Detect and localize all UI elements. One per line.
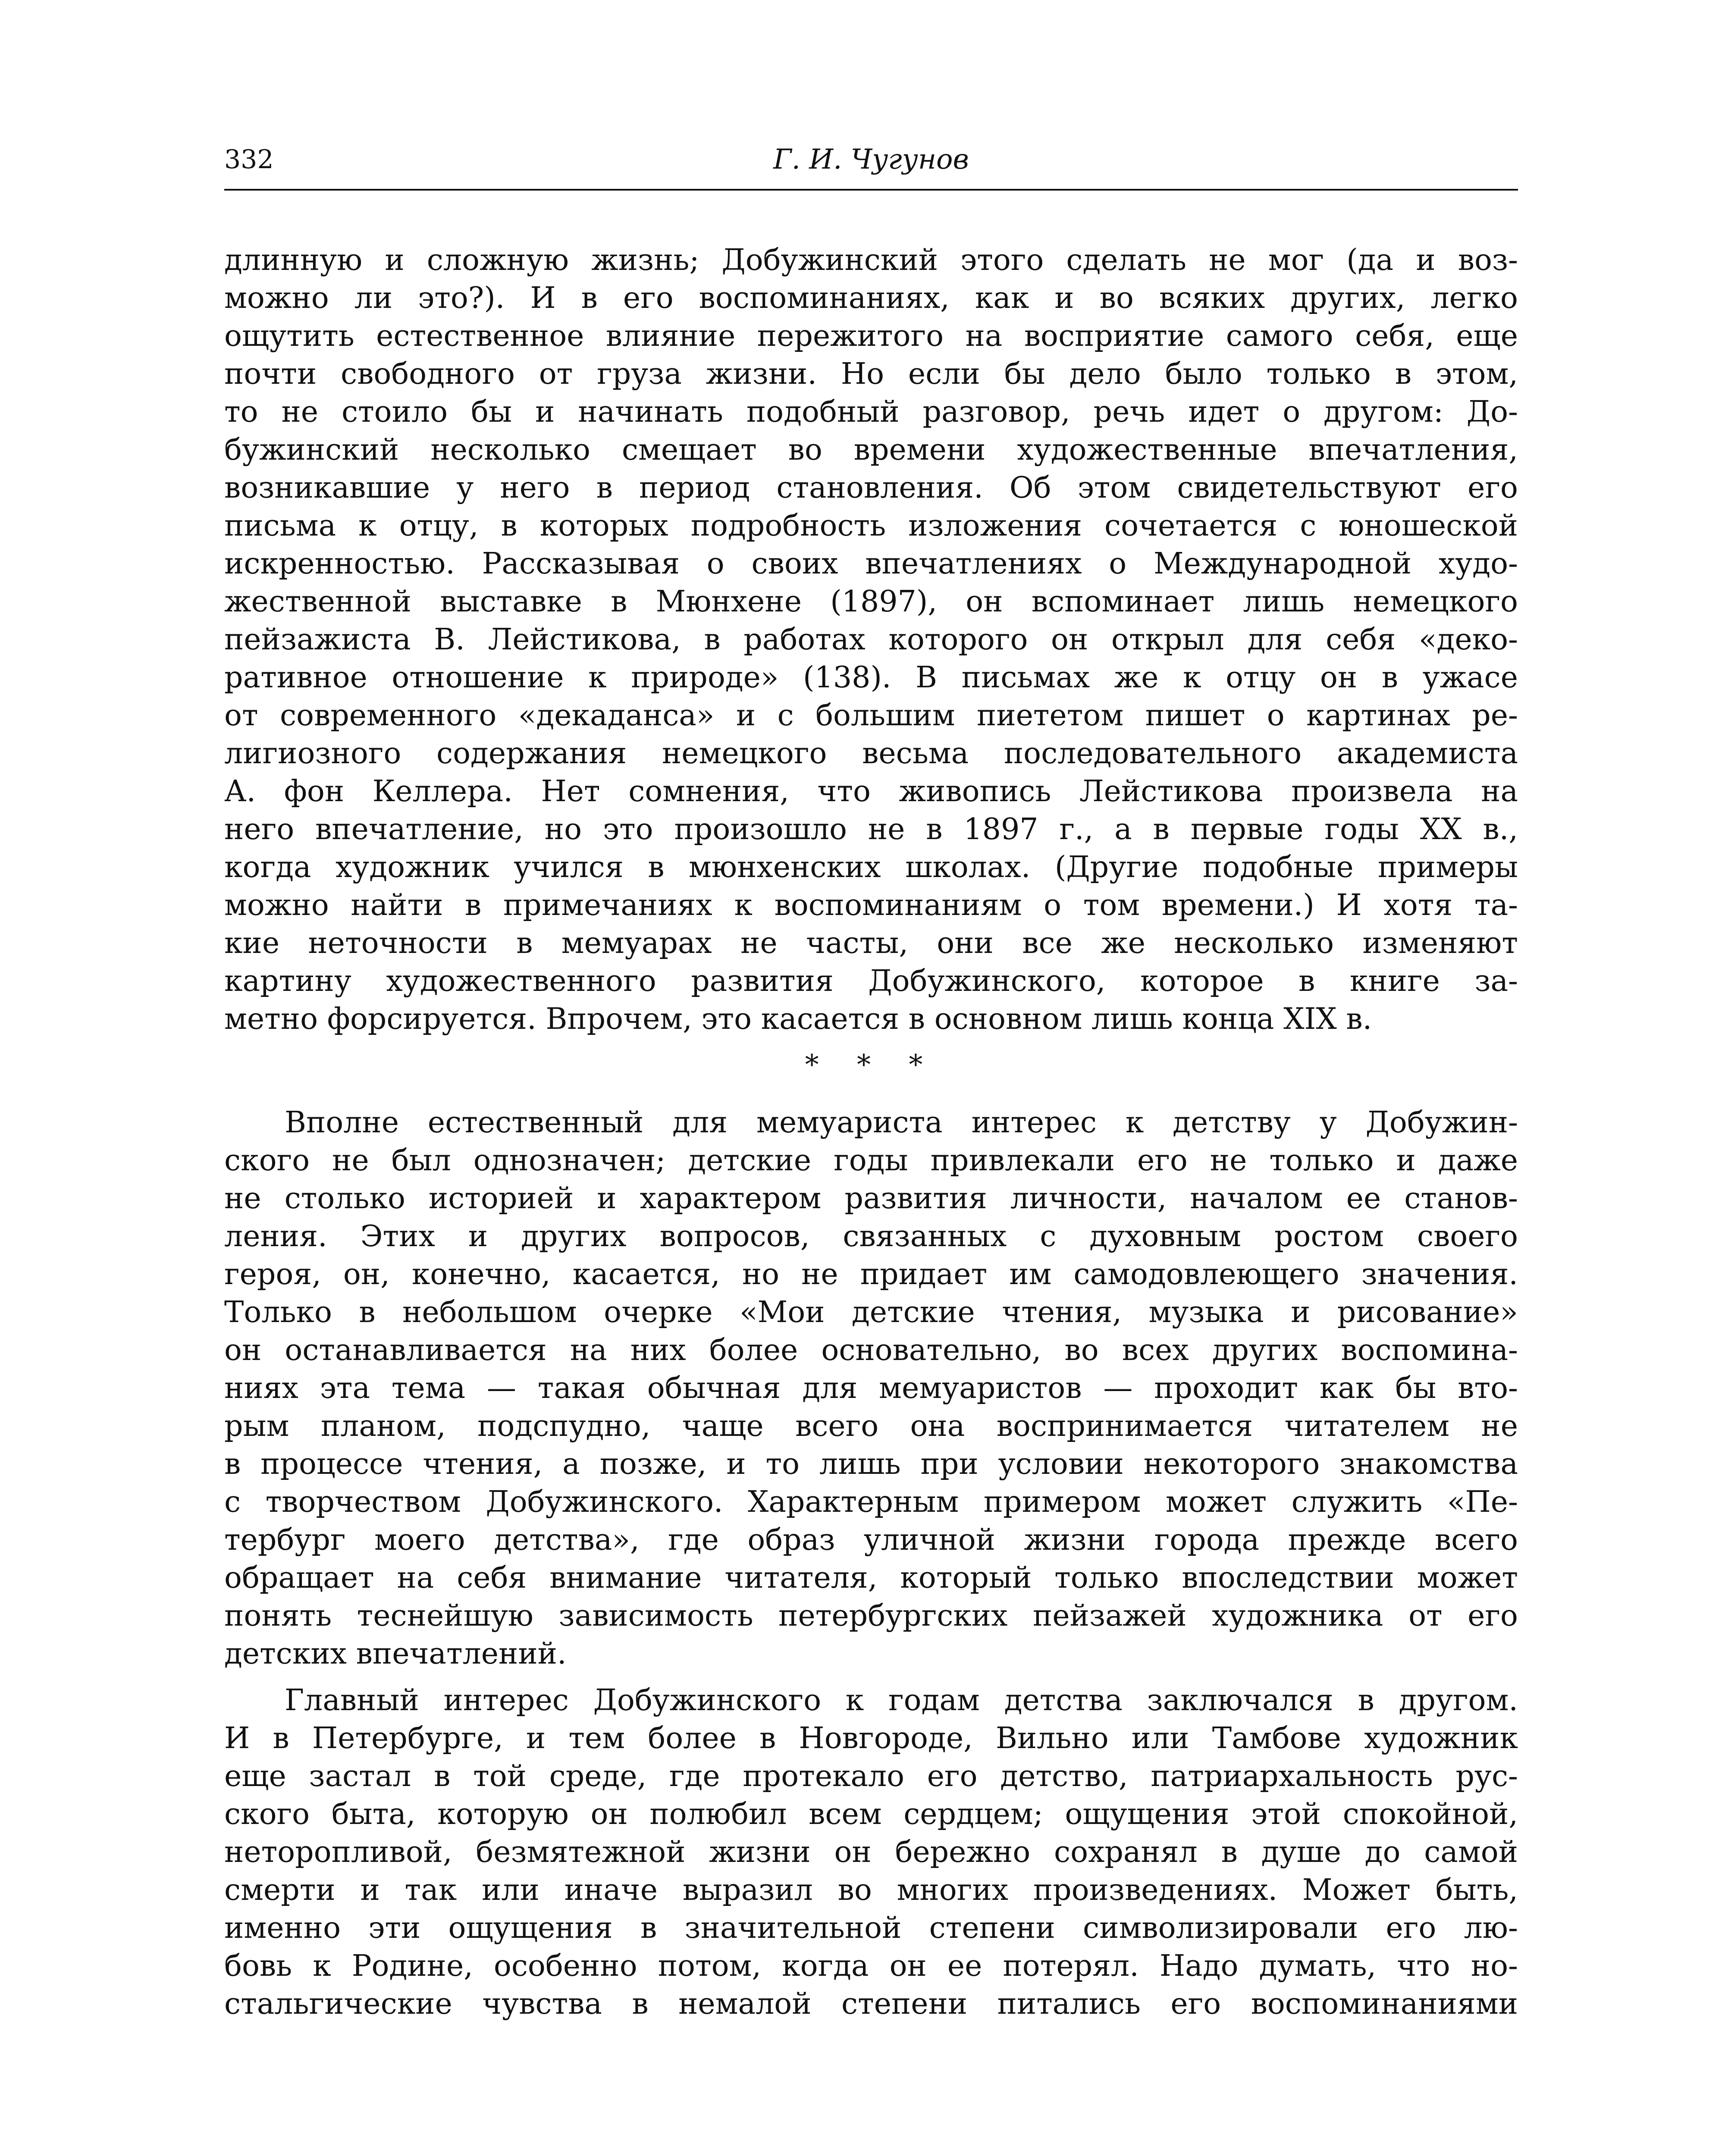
- page-header: [224, 142, 1518, 190]
- text-line: ского не был однозначен; детские годы привлекали его не только и даже: [224, 1144, 1518, 1178]
- text-line: почти свободного от груза жизни. Но если бы дело было только в этом,: [224, 357, 1518, 391]
- text-line: с творчеством Добужинского. Характерным примером может служить «Пе-: [224, 1485, 1518, 1519]
- text-line: можно ли это?). И в его воспоминаниях, как и во всяких других, легко: [224, 281, 1518, 315]
- text-line: него впечатление, но это произошло не в 1897 г., а в первые годы XX в.,: [224, 812, 1518, 846]
- header-rule: [224, 189, 1518, 191]
- text-line: детских впечатлений.: [224, 1637, 567, 1671]
- text-line: именно эти ощущения в значительной степени символизировали его лю-: [224, 1911, 1518, 1945]
- text-line: длинную и сложную жизнь; Добужинский этого сделать не мог (да и воз-: [224, 243, 1518, 277]
- body-text: [224, 241, 1518, 2023]
- text-line: жественной выставке в Мюнхене (1897), он вспоминает лишь немецкого: [224, 585, 1518, 619]
- paragraph-2: [224, 1104, 1518, 1673]
- text-line: еще застал в той среде, где протекало его детство, патриархальность рус-: [224, 1759, 1518, 1793]
- text-line: искренностью. Рассказывая о своих впечатлениях о Международной худо-: [224, 547, 1518, 581]
- running-title: Г. И. Чугунов: [773, 144, 969, 175]
- text-line: ского быта, которую он полюбил всем сердцем; ощущения этой спокойной,: [224, 1797, 1518, 1831]
- text-line: метно форсируется. Впрочем, это касается в основном лишь конца XIX в.: [224, 1002, 1372, 1036]
- text-line: неторопливой, безмятежной жизни он бережно сохранял в душе до самой: [224, 1835, 1518, 1869]
- text-line: возникавшие у него в период становления. Об этом свидетельствуют его: [224, 471, 1518, 505]
- text-line: он останавливается на них более основательно, во всех других воспомина-: [224, 1333, 1518, 1367]
- section-separator: * * *: [805, 1049, 938, 1081]
- text-line: ления. Этих и других вопросов, связанных с духовным ростом своего: [224, 1219, 1518, 1253]
- text-line: кие неточности в мемуарах не часты, они все же несколько изменяют: [224, 926, 1518, 960]
- text-line: можно найти в примечаниях к воспоминаниям о том времени.) И хотя та-: [224, 888, 1518, 922]
- text-line: смерти и так или иначе выразил во многих произведениях. Может быть,: [224, 1873, 1518, 1907]
- text-line: тербург моего детства», где образ уличной жизни города прежде всего: [224, 1523, 1518, 1557]
- text-line: не столько историей и характером развития личности, началом ее станов-: [224, 1181, 1518, 1216]
- text-line: картину художественного развития Добужинского, которое в книге за-: [224, 964, 1518, 998]
- text-line: Вполне естественный для мемуариста интерес к детству у Добужин-: [285, 1106, 1518, 1140]
- paragraph-gap: [224, 1673, 1518, 1682]
- text-line: героя, он, конечно, касается, но не придает им самодовлеющего значения.: [224, 1257, 1518, 1291]
- text-line: Только в небольшом очерке «Мои детские чтения, музыка и рисование»: [224, 1295, 1518, 1329]
- text-line: Главный интерес Добужинского к годам детства заключался в другом.: [285, 1683, 1518, 1717]
- text-line: понять теснейшую зависимость петербургских пейзажей художника от его: [224, 1599, 1518, 1633]
- text-line: бовь к Родине, особенно потом, когда он ее потерял. Надо думать, что но-: [224, 1949, 1518, 1983]
- text-line: ративное отношение к природе» (138). В письмах же к отцу он в ужасе: [224, 661, 1518, 695]
- text-line: А. фон Келлера. Нет сомнения, что живопись Лейстикова произвела на: [224, 774, 1518, 808]
- text-line: ниях эта тема — такая обычная для мемуаристов — проходит как бы вто-: [224, 1371, 1518, 1405]
- paragraph-3: [224, 1682, 1518, 2023]
- text-line: бужинский несколько смещает во времени художественные впечатления,: [224, 433, 1518, 467]
- text-line: в процессе чтения, а позже, и то лишь при условии некоторого знакомства: [224, 1447, 1518, 1481]
- text-line: стальгические чувства в немалой степени питались его воспоминаниями: [224, 1987, 1518, 2021]
- text-line: письма к отцу, в которых подробность изложения сочетается с юношеской: [224, 509, 1518, 543]
- text-line: лигиозного содержания немецкого весьма последовательного академиста: [224, 736, 1518, 771]
- text-line: рым планом, подспудно, чаще всего она воспринимается читателем не: [224, 1409, 1518, 1443]
- text-line: обращает на себя внимание читателя, который только впоследствии может: [224, 1561, 1518, 1595]
- text-line: пейзажиста В. Лейстикова, в работах которого он открыл для себя «деко-: [224, 623, 1518, 657]
- page-number: 332: [224, 144, 274, 175]
- text-line: когда художник учился в мюнхенских школах. (Другие подобные примеры: [224, 850, 1518, 884]
- text-line: ощутить естественное влияние пережитого на восприятие самого себя, еще: [224, 319, 1518, 353]
- text-line: от современного «декаданса» и с большим пиететом пишет о картинах ре-: [224, 699, 1518, 733]
- text-line: И в Петербурге, и тем более в Новгороде, Вильно или Тамбове художник: [224, 1721, 1518, 1755]
- paragraph-1: [224, 241, 1518, 1038]
- text-line: то не стоило бы и начинать подобный разговор, речь идет о другом: До-: [224, 395, 1518, 429]
